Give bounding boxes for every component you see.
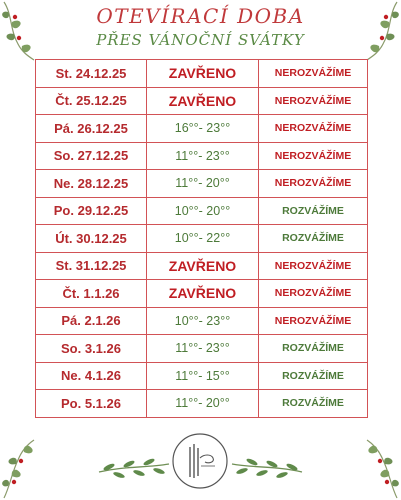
schedule-row	[36, 170, 368, 198]
opening-hours-cell: 10°°- 23°°	[147, 307, 259, 335]
delivery-unavailable: NEROZVÁŽÍME	[259, 115, 368, 143]
delivery-unavailable: NEROZVÁŽÍME	[259, 87, 368, 115]
page-subtitle: PŘES VÁNOČNÍ SVÁTKY	[96, 31, 305, 49]
closed-status: ZAVŘENO	[147, 60, 259, 88]
day-cell: So. 3.1.26	[36, 335, 147, 363]
opening-hours-cell: 11°°- 23°°	[147, 335, 259, 363]
schedule-row	[36, 197, 368, 225]
schedule-row	[36, 252, 368, 280]
page-title: OTEVÍRACÍ DOBA	[96, 4, 305, 28]
opening-hours-cell: 11°°- 23°°	[147, 142, 259, 170]
opening-hours-cell: 11°°- 20°°	[147, 170, 259, 198]
day-cell: Ne. 28.12.25	[36, 170, 147, 198]
closed-status: ZAVŘENO	[147, 87, 259, 115]
day-cell: Ne. 4.1.26	[36, 362, 147, 390]
delivery-available: ROZVÁŽÍME	[259, 197, 368, 225]
schedule-row	[36, 390, 368, 418]
delivery-unavailable: NEROZVÁŽÍME	[259, 170, 368, 198]
opening-hours-cell: 11°°- 20°°	[147, 390, 259, 418]
delivery-unavailable: NEROZVÁŽÍME	[259, 252, 368, 280]
opening-hours-cell: 16°°- 23°°	[147, 115, 259, 143]
delivery-available: ROZVÁŽÍME	[259, 390, 368, 418]
schedule-row	[36, 362, 368, 390]
day-cell: St. 31.12.25	[36, 252, 147, 280]
restaurant-logo-icon	[171, 432, 229, 490]
closed-status: ZAVŘENO	[147, 280, 259, 308]
opening-hours-cell: 10°°- 22°°	[147, 225, 259, 253]
delivery-available: ROZVÁŽÍME	[259, 335, 368, 363]
delivery-unavailable: NEROZVÁŽÍME	[259, 142, 368, 170]
day-cell: Pá. 26.12.25	[36, 115, 147, 143]
holly-branch-icon	[0, 436, 40, 500]
holly-branch-icon	[361, 0, 401, 62]
holly-branch-icon	[0, 0, 40, 62]
delivery-unavailable: NEROZVÁŽÍME	[259, 307, 368, 335]
opening-hours-table	[35, 59, 368, 418]
schedule-row	[36, 280, 368, 308]
day-cell: Čt. 1.1.26	[36, 280, 147, 308]
day-cell: Út. 30.12.25	[36, 225, 147, 253]
day-cell: Po. 5.1.26	[36, 390, 147, 418]
holly-branch-icon	[361, 436, 401, 500]
day-cell: Po. 29.12.25	[36, 197, 147, 225]
schedule-row	[36, 87, 368, 115]
schedule-row	[36, 225, 368, 253]
opening-hours-cell: 10°°- 20°°	[147, 197, 259, 225]
delivery-unavailable: NEROZVÁŽÍME	[259, 280, 368, 308]
opening-hours-body	[36, 60, 368, 418]
schedule-row	[36, 335, 368, 363]
schedule-row	[36, 60, 368, 88]
day-cell: St. 24.12.25	[36, 60, 147, 88]
delivery-available: ROZVÁŽÍME	[259, 362, 368, 390]
delivery-available: ROZVÁŽÍME	[259, 225, 368, 253]
delivery-unavailable: NEROZVÁŽÍME	[259, 60, 368, 88]
day-cell: Pá. 2.1.26	[36, 307, 147, 335]
schedule-row	[36, 142, 368, 170]
schedule-row	[36, 307, 368, 335]
closed-status: ZAVŘENO	[147, 252, 259, 280]
day-cell: So. 27.12.25	[36, 142, 147, 170]
opening-hours-cell: 11°°- 15°°	[147, 362, 259, 390]
day-cell: Čt. 25.12.25	[36, 87, 147, 115]
schedule-row	[36, 115, 368, 143]
